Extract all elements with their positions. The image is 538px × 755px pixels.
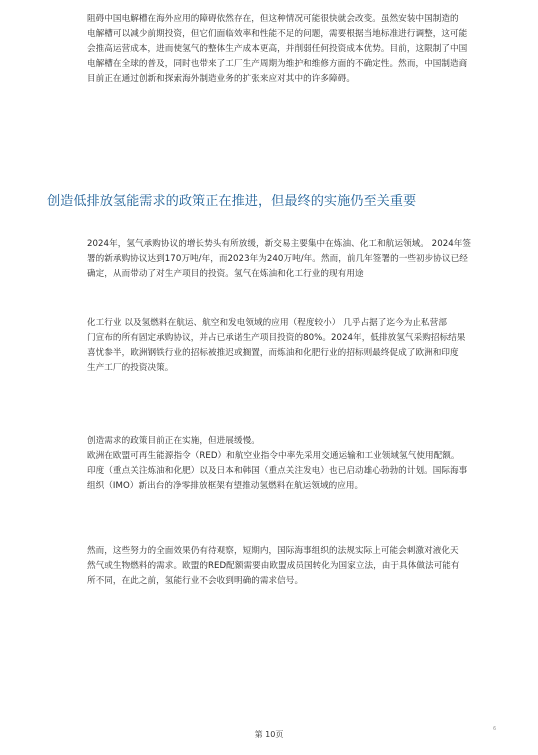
- section-heading: 创造低排放氢能需求的政策正在推进，但最终的实施仍至关重要: [47, 194, 417, 209]
- text-line: 化工行业 以及氢燃料在航运、航空和发电领域的应用（程度较小） 几乎占据了迄今为止私营部: [87, 318, 447, 328]
- body-paragraph-policy: [87, 434, 487, 494]
- text-line: 会推高运营成本，进而使氢气的整体生产成本更高，并削弱任何投资成本优势。目前，这限制了中国: [87, 44, 468, 54]
- text-line: 生产工厂的投资决策。: [87, 363, 174, 373]
- page-number: 第 10页: [254, 730, 284, 739]
- body-paragraph-outlook: [87, 544, 487, 589]
- text-line: 所不同，在此之前，氢能行业不会收到明确的需求信号。: [87, 576, 304, 586]
- body-paragraph-sectors: [87, 316, 487, 376]
- text-line: 目前正在通过创新和探索海外制造业务的扩张来应对其中的许多障碍。: [87, 74, 355, 84]
- text-line: 署的新承购协议达到170万吨/年，而2023年为240万吨/年。然而，前几年签署的一些初步协议已经: [87, 254, 468, 264]
- text-line: 欧洲在欧盟可再生能源指令（RED）和航空业指令中率先采用交通运输和工业领域氢气使用配额。: [87, 451, 460, 461]
- text-line: 然而，这些努力的全面效果仍有待观察，短期内，国际海事组织的法规实际上可能会刺激对液化天: [87, 546, 459, 556]
- corner-mark: 6: [493, 726, 497, 732]
- text-line: 确定，从而带动了对生产项目的投资。氢气在炼油和化工行业的现有用途: [87, 269, 364, 279]
- text-line: 然气或生物燃料的需求。欧盟的RED配额需要由欧盟成员国转化为国家立法，由于具体做法可能有: [87, 561, 460, 571]
- body-paragraph-offtake: [87, 237, 487, 282]
- text-line: 喜忧参半，欧洲钢铁行业的招标被推迟或搁置，而炼油和化肥行业的招标则最终促成了欧洲和印度: [87, 348, 459, 358]
- text-line: 2024年，氢气承购协议的增长势头有所放缓，新交易主要集中在炼油、化工和航运领域。 2024年签: [87, 239, 472, 249]
- text-line: 门宣布的所有固定承购协议，并占已承诺生产项目投资的80%。2024年，低排放氢气采购招标结果: [87, 333, 466, 343]
- text-line: 印度（重点关注炼油和化肥）以及日本和韩国（重点关注发电）也已启动雄心勃勃的计划。国际海事: [87, 466, 468, 476]
- text-line: 阻碍中国电解槽在海外应用的障碍依然存在，但这种情况可能很快就会改变。虽然安装中国制造的: [87, 14, 459, 24]
- text-line: 组织（IMO）新出台的净零排放框架有望推动氢燃料在航运领域的应用。: [87, 481, 364, 491]
- text-line: 电解槽可以减少前期投资，但它们面临效率和性能不足的问题，需要根据当地标准进行调整，这可能: [87, 29, 468, 39]
- text-line: 创造需求的政策目前正在实施，但进展缓慢。: [87, 436, 260, 446]
- intro-paragraph: [87, 12, 487, 87]
- text-line: 电解槽在全球的普及，同时也带来了工厂生产周期为维护和维修方面的不确定性。然而，中国制造商: [87, 59, 468, 69]
